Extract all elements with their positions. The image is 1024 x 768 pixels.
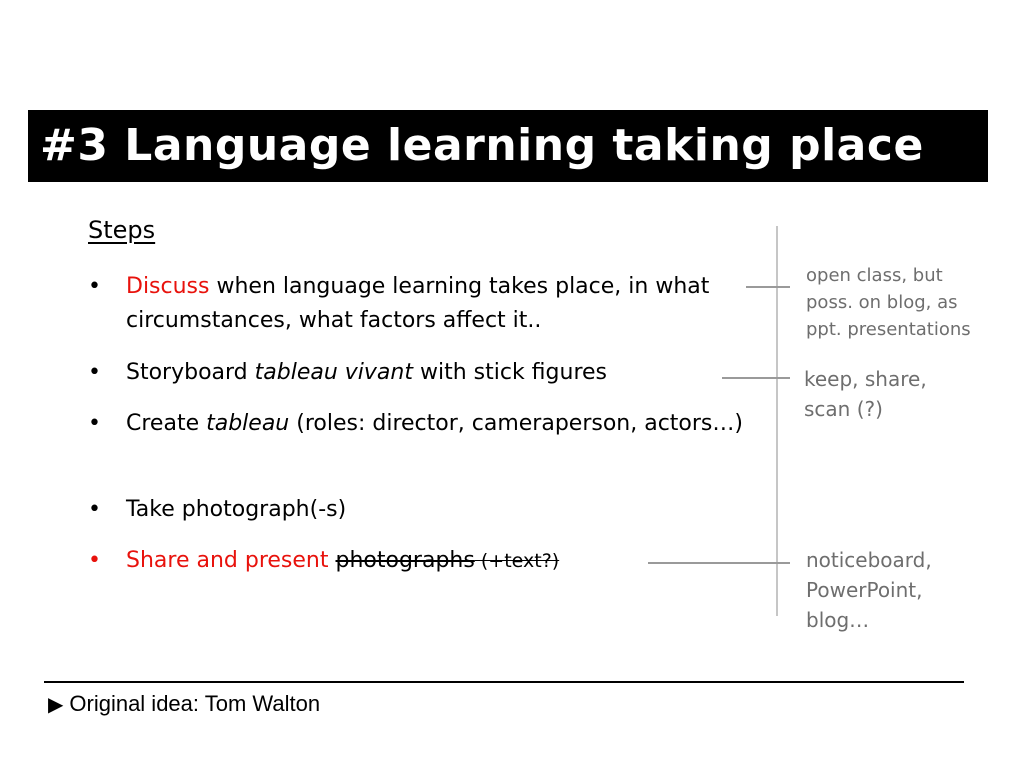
note-line: blog…	[806, 608, 870, 632]
step-keyword: Share and present	[126, 548, 329, 573]
note-line: noticeboard,	[806, 548, 932, 572]
note-line: poss. on blog, as	[806, 292, 958, 313]
footer	[48, 690, 320, 719]
step-discuss	[88, 270, 748, 338]
steps-heading: Steps	[88, 216, 156, 244]
step-text: with stick figures	[412, 360, 607, 385]
connector-line	[722, 377, 790, 379]
step-text: when language learning takes place, in what circumstances, what factors affect it..	[126, 274, 710, 333]
connector-line	[648, 562, 790, 564]
note-discuss	[806, 262, 971, 343]
bullet-marker: •	[88, 274, 101, 299]
step-text: Take photograph(-s)	[126, 497, 347, 522]
note-share	[806, 545, 932, 635]
step-create	[88, 407, 748, 441]
note-storyboard	[804, 364, 927, 424]
footer-rule	[44, 681, 964, 683]
step-keyword: Discuss	[126, 274, 210, 299]
note-line: PowerPoint,	[806, 578, 923, 602]
bullet-marker: •	[88, 360, 101, 385]
note-line: keep, share,	[804, 367, 927, 391]
note-line: scan (?)	[804, 397, 883, 421]
step-photograph	[88, 493, 748, 527]
step-text: Storyboard	[126, 360, 255, 385]
step-italic: tableau	[206, 411, 290, 436]
note-line: ppt. presentations	[806, 319, 971, 340]
bullet-marker: •	[88, 548, 101, 573]
step-space	[329, 548, 336, 573]
divider-line	[776, 226, 778, 616]
connector-line	[746, 286, 790, 288]
bullet-marker: •	[88, 497, 101, 522]
title-bar	[28, 110, 988, 182]
note-line: open class, but	[806, 265, 943, 286]
slide-title: #3 Language learning taking place	[40, 120, 924, 171]
step-share	[88, 544, 748, 578]
step-storyboard	[88, 356, 748, 390]
step-text: Create	[126, 411, 207, 436]
step-struck-text: photographs	[335, 548, 475, 573]
play-icon: ▶	[48, 694, 64, 716]
footer-credit: Original idea: Tom Walton	[69, 691, 321, 716]
bullet-marker: •	[88, 411, 101, 436]
step-struck-small: (+text?)	[474, 550, 560, 572]
step-text: (roles: director, cameraperson, actors…)	[289, 411, 743, 436]
step-italic: tableau vivant	[254, 360, 413, 385]
